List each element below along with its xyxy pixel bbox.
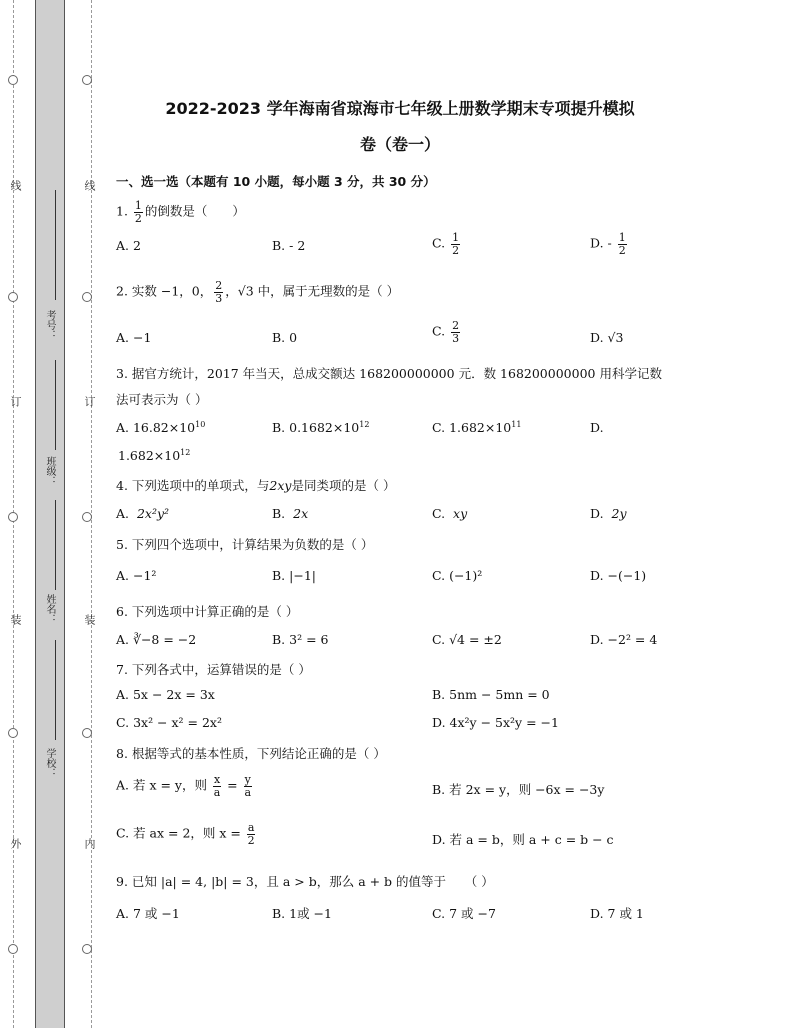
question-3-line2: 法可表示为（ ）	[116, 392, 208, 407]
q5-option-d: D. −(−1)	[590, 568, 647, 583]
margin-char-xian: 线	[83, 180, 96, 191]
binding-hole	[8, 728, 18, 738]
question-3: 3. 据官方统计，2017 年当天，总成交额达 168200000000 元．数 168200000000 用科学记数	[116, 366, 662, 381]
binding-hole	[8, 512, 18, 522]
q1-option-b: B. - 2	[272, 238, 306, 253]
q6-option-c: C. √4 = ±2	[432, 632, 502, 647]
q6-option-b: B. 3² = 6	[272, 632, 329, 647]
margin-char-ding: 订	[83, 396, 96, 407]
q7-option-b: B. 5nm − 5mn = 0	[432, 687, 550, 702]
q3-option-a: A. $16.82\times 10^{10}$	[116, 420, 206, 436]
q6-option-a: A. ∛−8 = −2	[116, 632, 197, 647]
q9-option-b: B. 1或 −1	[272, 906, 332, 921]
q5-option-b: B. |−1|	[272, 568, 316, 583]
field-underline	[55, 500, 56, 590]
margin-char-wai: 外	[9, 838, 22, 849]
margin-char-nei: 内	[83, 838, 96, 849]
q3-option-d-value: $1.682\times 10^{12}$	[118, 448, 191, 464]
q3-option-c: C. $1.682\times 10^{11}$	[432, 420, 522, 436]
field-school: 学校：	[44, 748, 55, 778]
question-4: 4. 下列选项中的单项式，与2xy是同类项的是（ ）	[116, 478, 396, 493]
field-name: 姓名：	[44, 594, 55, 624]
q4-option-d: D. 2y	[590, 506, 627, 521]
margin-char-xian: 线	[9, 180, 22, 191]
q1-option-a: A. 2	[116, 238, 141, 253]
q8-option-d: D. 若 a = b，则 a + c = b − c	[432, 832, 614, 847]
field-underline	[55, 640, 56, 740]
q5-option-a: A. −1²	[116, 568, 157, 583]
binding-hole	[8, 75, 18, 85]
question-1: 1. $\frac{1}{2}$ 的倒数是（ ）	[116, 199, 245, 225]
q7-option-c: C. 3x² − x² = 2x²	[116, 715, 222, 730]
question-8: 8. 根据等式的基本性质，下列结论正确的是（ ）	[116, 746, 386, 761]
q4-option-a: A. 2x²y²	[116, 506, 170, 521]
q9-option-a: A. 7 或 −1	[116, 906, 180, 921]
field-underline	[55, 190, 56, 300]
section-heading: 一、选一选（本题有 10 小题，每小题 3 分，共 30 分）	[116, 174, 436, 189]
question-7: 7. 下列各式中，运算错误的是（ ）	[116, 662, 311, 677]
page-title-line2: 卷（卷一）	[359, 135, 440, 154]
q9-option-d: D. 7 或 1	[590, 906, 644, 921]
q3-option-b: B. $0.1682\times 10^{12}$	[272, 420, 370, 436]
page-title: 2022-2023 学年海南省琼海市七年级上册数学期末专项提升模拟	[165, 99, 635, 118]
q2-option-c: C. $\frac{2}{3}$	[432, 319, 460, 345]
q3-option-d: D.	[590, 420, 604, 435]
q8-option-b: B. 若 2x = y，则 −6x = −3y	[432, 782, 605, 797]
question-2: 2. 实数 −1，0， $\frac{2}{3}$ ，√3 中，属于无理数的是（ ）	[116, 279, 400, 305]
question-6: 6. 下列选项中计算正确的是（ ）	[116, 604, 299, 619]
q8-option-a: A. 若 x = y，则 $\frac{x}{a}$ = $\frac{y}{a}$	[116, 773, 252, 799]
binding-hole	[82, 75, 92, 85]
q1-option-d: D. - $\frac{1}{2}$	[590, 231, 626, 257]
binding-hole	[8, 944, 18, 954]
binding-hole	[82, 944, 92, 954]
field-underline	[55, 360, 56, 450]
question-9: 9. 已知 |a| = 4, |b| = 3，且 a > b，那么 a + b 的值等于 （ ）	[116, 874, 494, 889]
margin-char-ding: 订	[9, 396, 22, 407]
binding-band	[35, 0, 65, 1028]
q2-option-d: D. √3	[590, 330, 624, 345]
binding-hole	[82, 292, 92, 302]
margin-char-zhuang: 装	[9, 614, 22, 625]
margin-char-zhuang: 装	[83, 614, 96, 625]
q2-option-b: B. 0	[272, 330, 298, 345]
q2-option-a: A. −1	[116, 330, 152, 345]
binding-hole	[82, 512, 92, 522]
q4-option-b: B. 2x	[272, 506, 309, 521]
q7-option-d: D. 4x²y − 5x²y = −1	[432, 715, 559, 730]
binding-hole	[82, 728, 92, 738]
question-5: 5. 下列四个选项中，计算结果为负数的是（ ）	[116, 537, 374, 552]
q6-option-d: D. −2² = 4	[590, 632, 658, 647]
field-class: 班级：	[44, 456, 55, 486]
q8-option-c: C. 若 ax = 2，则 x = $\frac{a}{2}$	[116, 821, 255, 847]
q1-option-c: C. $\frac{1}{2}$	[432, 231, 460, 257]
q4-option-c: C. xy	[432, 506, 468, 521]
field-exam-number: 考号：	[44, 310, 55, 340]
binding-hole	[8, 292, 18, 302]
q5-option-c: C. (−1)²	[432, 568, 483, 583]
q9-option-c: C. 7 或 −7	[432, 906, 496, 921]
q7-option-a: A. 5x − 2x = 3x	[116, 687, 215, 702]
